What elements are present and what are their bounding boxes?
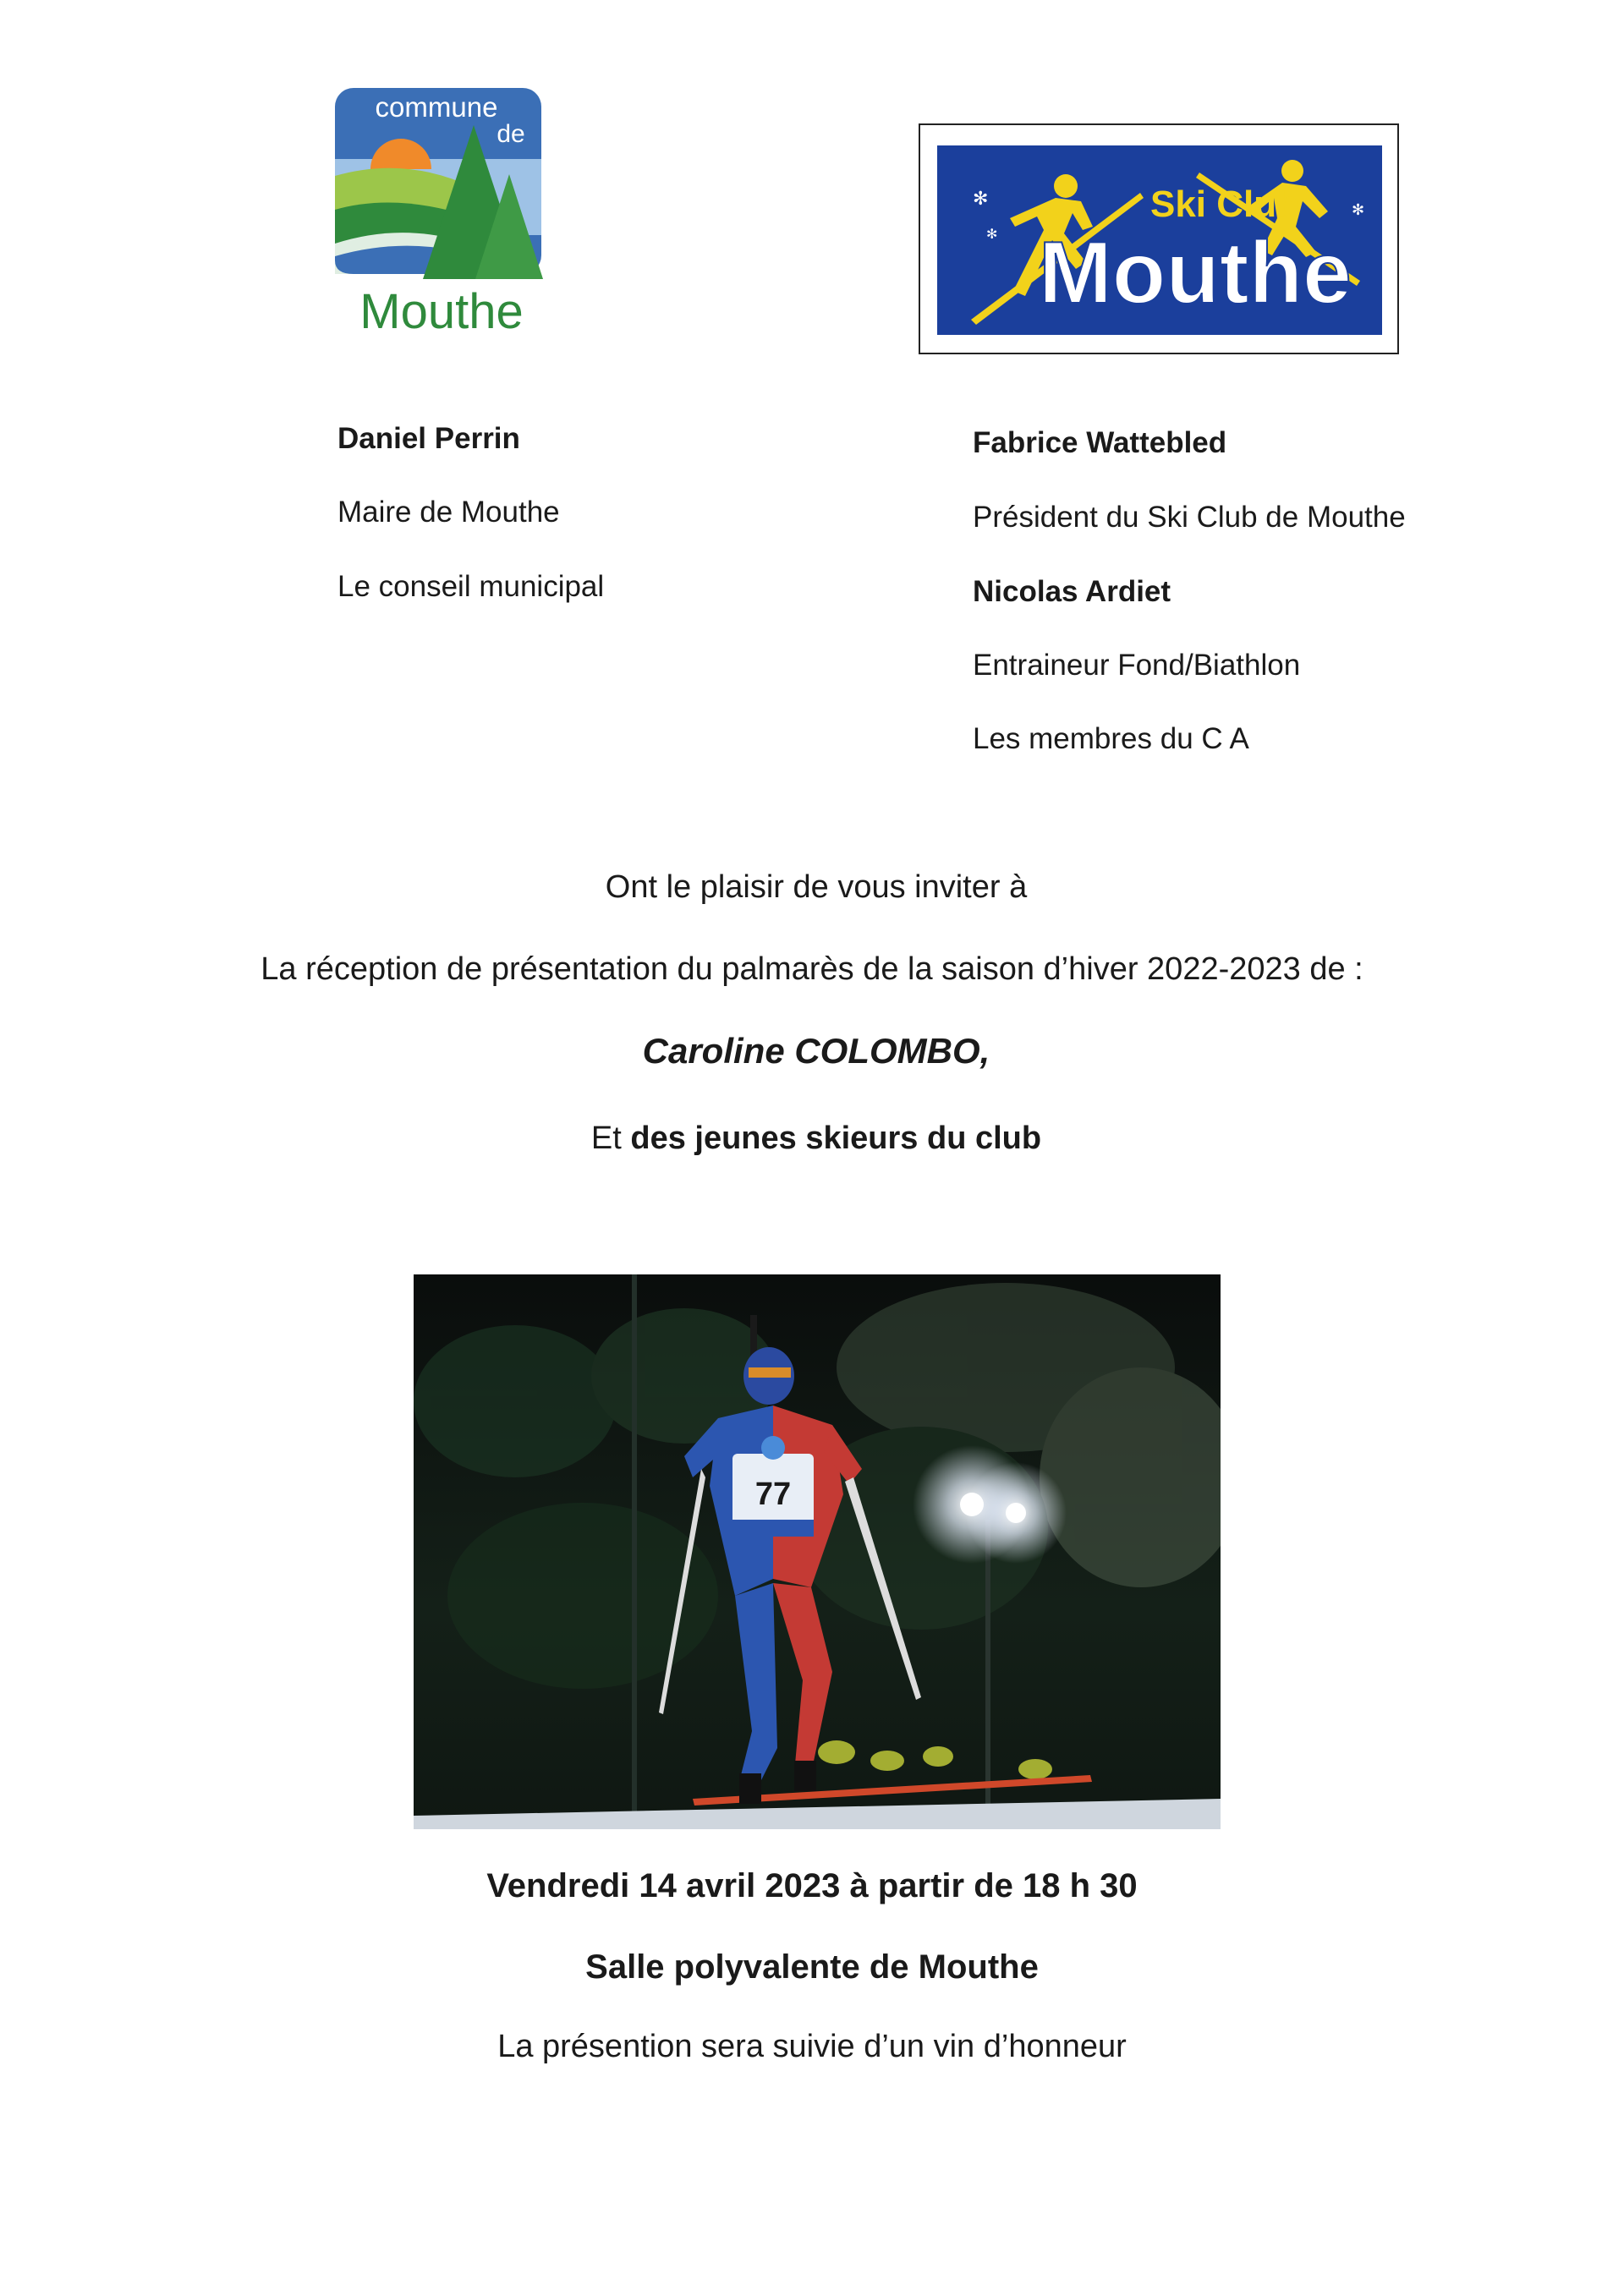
invitation-juniors-bold: des jeunes skieurs du club bbox=[630, 1121, 1042, 1156]
invitation-juniors-prefix: Et bbox=[590, 1121, 622, 1156]
bib-number: 77 bbox=[754, 1477, 792, 1512]
event-note: La présention sera suivie d’un vin d’honneur bbox=[497, 2029, 1127, 2064]
right-signatory-group: Les membres du C A bbox=[973, 722, 1249, 755]
right-signatory-role-1: Président du Ski Club de Mouthe bbox=[973, 501, 1406, 534]
right-signatory-name-2: Nicolas Ardiet bbox=[973, 575, 1171, 608]
commune-logo bbox=[330, 83, 558, 337]
right-signatory-name-1: Fabrice Wattebled bbox=[973, 426, 1227, 459]
snowflake-icon: ✻ bbox=[1352, 201, 1365, 219]
skiclub-logo-line1: Ski Club bbox=[1149, 184, 1300, 225]
commune-logo-name: Mouthe bbox=[359, 284, 524, 337]
left-signatory-role: Maire de Mouthe bbox=[337, 496, 560, 529]
left-signatory-group: Le conseil municipal bbox=[337, 570, 605, 603]
snowflake-icon: ✻ bbox=[973, 189, 989, 210]
skiclub-logo-name: Mouthe bbox=[1039, 224, 1352, 322]
snowflake-icon: ✻ bbox=[986, 226, 998, 242]
left-signatory-name: Daniel Perrin bbox=[337, 422, 520, 455]
skiclub-logo bbox=[919, 123, 1399, 354]
honoree-name: Caroline COLOMBO, bbox=[642, 1031, 990, 1071]
event-date: Vendredi 14 avril 2023 à partir de 18 h 30 bbox=[486, 1867, 1138, 1904]
right-signatory-role-2: Entraineur Fond/Biathlon bbox=[973, 649, 1301, 682]
event-venue: Salle polyvalente de Mouthe bbox=[585, 1948, 1039, 1986]
biathlete-photo bbox=[414, 1274, 1221, 1829]
invitation-reception: La réception de présentation du palmarès de la saison d’hiver 2022-2023 de : bbox=[261, 951, 1363, 987]
invitation-intro: Ont le plaisir de vous inviter à bbox=[605, 869, 1028, 905]
commune-logo-line1: commune bbox=[375, 91, 498, 123]
invitation-juniors bbox=[0, 1122, 1624, 1154]
commune-logo-line2: de bbox=[497, 120, 525, 148]
